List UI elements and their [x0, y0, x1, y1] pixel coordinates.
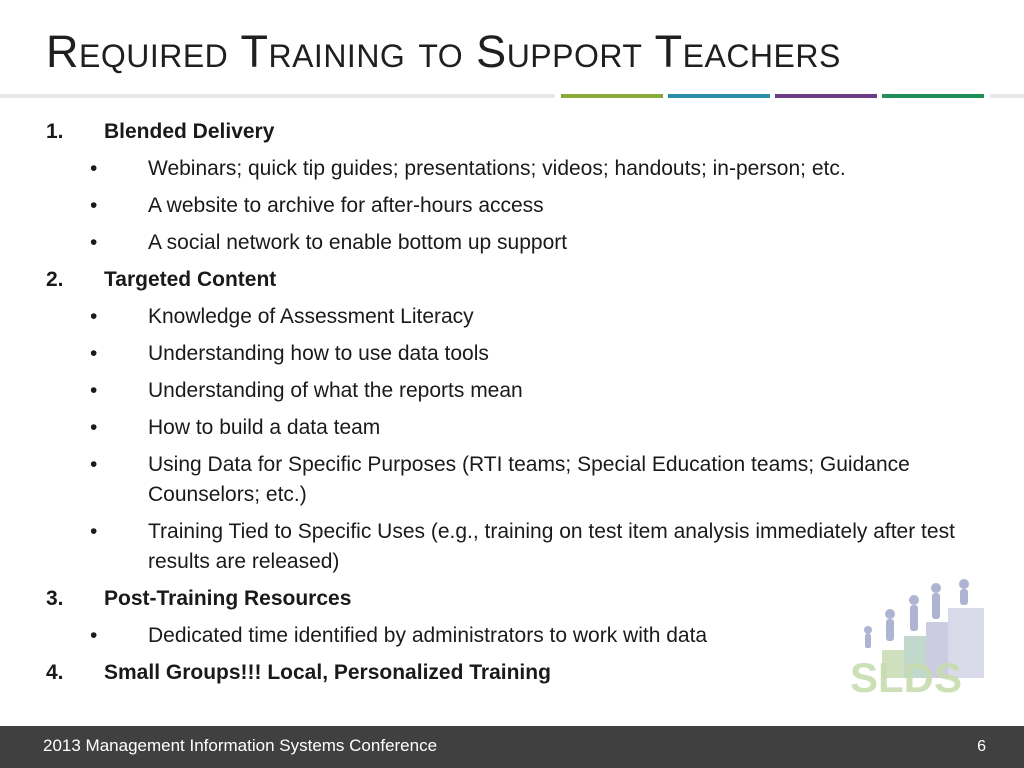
page-number: 6	[977, 738, 986, 755]
bullet-text: Dedicated time identified by administrators to work with data	[148, 624, 708, 647]
bullet-icon: •	[90, 624, 98, 647]
bullet-icon: •	[90, 416, 98, 439]
slide-title: Required Training to Support Teachers	[46, 26, 841, 77]
bullet-text: Understanding how to use data tools	[148, 342, 489, 365]
footer-bar	[0, 726, 1024, 768]
bullet-text: A social network to enable bottom up support	[148, 231, 568, 254]
svg-text:SLDS: SLDS	[850, 654, 963, 696]
section-label: Post-Training Resources	[104, 587, 352, 610]
section-number: 4.	[46, 661, 64, 684]
bullet-icon: •	[90, 379, 98, 402]
slds-logo	[848, 578, 988, 696]
bullet-icon: •	[90, 305, 98, 328]
bullet-text: Knowledge of Assessment Literacy	[148, 305, 474, 328]
bullet-icon: •	[90, 157, 98, 180]
section-label: Targeted Content	[104, 268, 277, 291]
section-label: Small Groups!!! Local, Personalized Training	[104, 661, 551, 684]
section-number: 1.	[46, 120, 64, 143]
conference-name: 2013 Management Information Systems Conference	[43, 736, 438, 755]
section-number: 2.	[46, 268, 64, 291]
slds-people-stairs-logo-icon	[848, 578, 988, 696]
bullet-text: Webinars; quick tip guides; presentations; videos; handouts; in-person; etc.	[148, 157, 846, 180]
bullet-text: Understanding of what the reports mean	[148, 379, 523, 402]
bullet-text: How to build a data team	[148, 416, 381, 439]
bullet-icon: •	[90, 231, 98, 254]
bullet-icon: •	[90, 194, 98, 217]
bullet-icon: •	[90, 520, 98, 543]
section-number: 3.	[46, 587, 64, 610]
section-label: Blended Delivery	[104, 120, 275, 143]
bullet-icon: •	[90, 453, 98, 476]
bullet-icon: •	[90, 342, 98, 365]
bullet-text: Training Tied to Specific Uses (e.g., training on test item analysis immediately after test results are released)	[148, 520, 955, 573]
title-accent-rule	[0, 94, 1024, 98]
bullet-text: A website to archive for after-hours access	[148, 194, 544, 217]
bullet-text: Using Data for Specific Purposes (RTI teams; Special Education teams; Guidance Counselors; etc.)	[148, 453, 910, 506]
